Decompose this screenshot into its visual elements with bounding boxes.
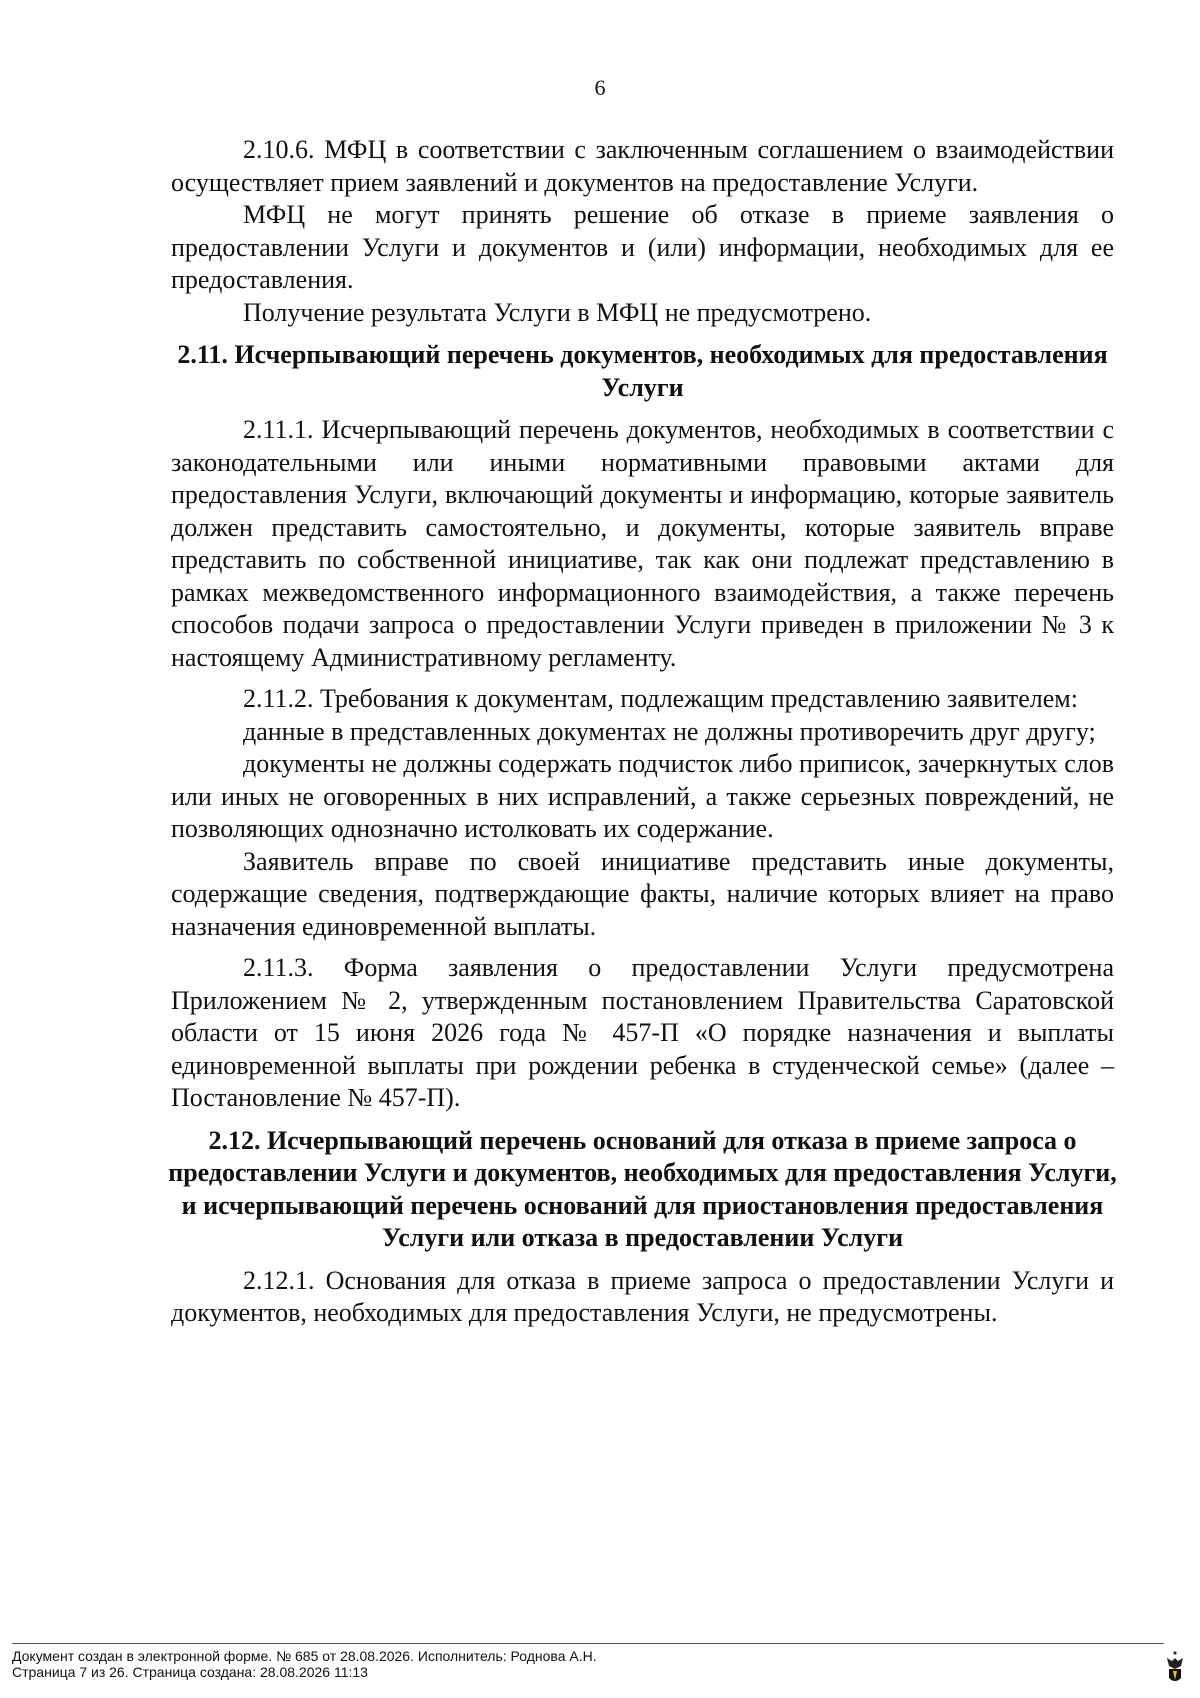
- paragraph-2-11-3: 2.11.3. Форма заявления о предоставлении Услуги предусмотрена Приложением № 2, утвержденным постановлением Правительства Саратовской области от 15 июня 2026 года № 457-П «О порядке назначения и выплаты единовременной выплаты при рождении ребенка в студенческой семье» (далее – Постановление № 457-П).: [171, 953, 1114, 1112]
- paragraph-2-10-6: 2.10.6. МФЦ в соответствии с заключенным соглашением о взаимодействии осуществляет прием заявлений и документов на предоставление Услуги.: [171, 135, 1114, 197]
- paragraph-no-contradictions: данные в представленных документах не должны противоречить друг другу;: [243, 716, 1096, 746]
- document-footer: [12, 1648, 597, 1680]
- paragraph-2-11-1: 2.11.1. Исчерпывающий перечень документов, необходимых в соответствии с законодательными или иными нормативными правовыми актами для предоставления Услуги, включающий документы и информацию, которые заявитель должен представить самостоятельно, и документы, которые заявитель вправе представить по собственной инициативе, так как они подлежат представлению в рамках межведомственного информационного взаимодействия, а также перечень способов подачи запроса о предоставлении Услуги приведен в приложении № 3 к настоящему Административному регламенту.: [171, 415, 1114, 672]
- footer-creation-info: Документ создан в электронной форме. № 685 от 28.08.2026. Исполнитель: Роднова А.Н.: [12, 1648, 597, 1664]
- page-number: 6: [594, 75, 606, 100]
- paragraph-result-not-in-mfc: Получение результата Услуги в МФЦ не предусмотрено.: [243, 297, 872, 327]
- footer-divider: [12, 1643, 1164, 1644]
- paragraph-mfc-no-refusal: МФЦ не могут принять решение об отказе в приеме заявления о предоставлении Услуги и документов и (или) информации, необходимых для ее предоставления.: [171, 200, 1114, 294]
- paragraph-no-corrections: документы не должны содержать подчисток либо приписок, зачеркнутых слов или иных не оговоренных в них исправлений, а также серьезных повреждений, не позволяющих однозначно истолковать их содержание.: [171, 749, 1114, 843]
- section-heading-2-12: 2.12. Исчерпывающий перечень оснований для отказа в приеме запроса о предоставлении Услуги и документов, необходимых для предоставления Услуги, и исчерпывающий перечень оснований для приостановления предоставления Услуги или отказа в предоставлении Услуги: [168, 1125, 1117, 1252]
- footer-page-info: Страница 7 из 26. Страница создана: 28.08.2026 11:13: [12, 1664, 368, 1680]
- paragraph-2-12-1: 2.12.1. Основания для отказа в приеме запроса о предоставлении Услуги и документов, необходимых для предоставления Услуги, не предусмотрены.: [171, 1265, 1114, 1327]
- document-body: [168, 134, 1117, 1330]
- paragraph-applicant-may-submit: Заявитель вправе по своей инициативе представить иные документы, содержащие сведения, подтверждающие факты, наличие которых влияет на право назначения единовременной выплаты.: [171, 846, 1114, 941]
- section-heading-2-11: 2.11. Исчерпывающий перечень документов, необходимых для предоставления Услуги: [177, 340, 1108, 402]
- coat-of-arms-icon: [1164, 1650, 1186, 1686]
- paragraph-2-11-2: 2.11.2. Требования к документам, подлежащим представлению заявителем:: [243, 684, 1078, 713]
